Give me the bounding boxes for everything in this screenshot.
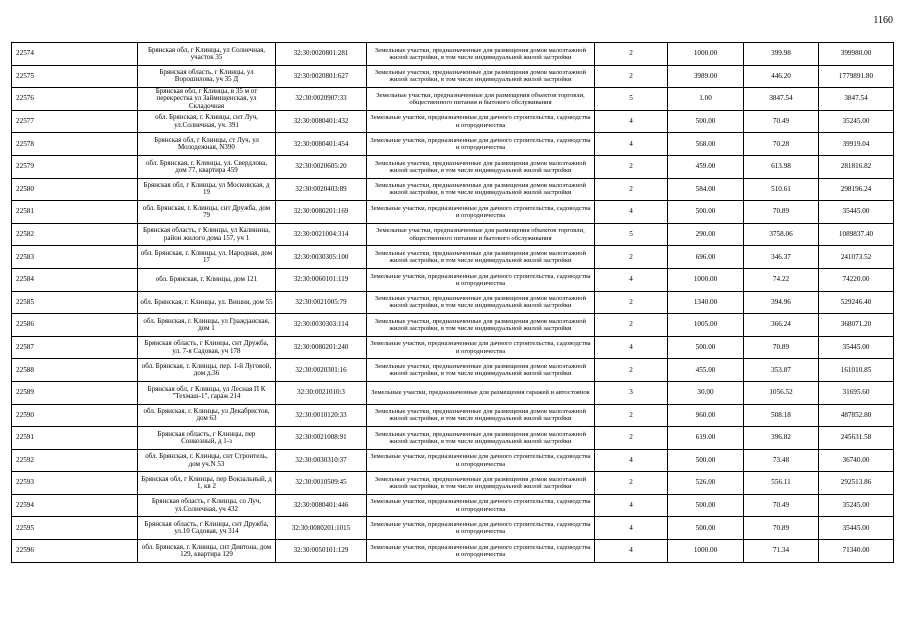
land-use-cell: Земельные участки, предназначенные для размещения объектов торговли, общественного питания и бытового обслуживания [367,223,595,246]
cadastral-value-cell: 35245.00 [819,494,894,517]
group-code-cell: 2 [595,43,668,66]
cadastral-value-cell: 161010.85 [819,359,894,382]
group-code-cell: 4 [595,449,668,472]
address-cell: обл. Брянская, г. Клинцы, ул. Свердлова, дом 77, квартира 459 [138,155,276,178]
address-cell: Брянская обл, г Клинцы, пер Вокзальный, д 1, кв 2 [138,472,276,495]
cadastral-value-cell: 298196.24 [819,178,894,201]
specific-value-cell: 556.11 [744,472,819,495]
address-cell: обл. Брянская, г. Клинцы, ул. Народная, дом 17 [138,246,276,269]
cadastral-value-cell: 292513.86 [819,472,894,495]
land-use-cell: Земельные участки, предназначенные для дачного строительства, садоводства и огородничества [367,268,595,291]
cadastral-number-cell: 32:30:0021008:91 [276,427,367,450]
area-cell: 1000.00 [668,43,744,66]
table-row [12,381,894,404]
cadastral-value-cell: 399980.00 [819,43,894,66]
land-use-cell: Земельные участки, предназначенные для дачного строительства, садоводства и огородничества [367,336,595,359]
address-cell: Брянская обл, г Клинцы, в 35 м от перекрестка ул Займищенская, ул Складочная [138,88,276,111]
cadastral-value-cell: 35445.00 [819,201,894,224]
table-row [12,65,894,88]
cadastral-number-cell: 32:30:0020907:33 [276,88,367,111]
specific-value-cell: 70.49 [744,494,819,517]
group-code-cell: 4 [595,110,668,133]
specific-value-cell: 399.98 [744,43,819,66]
land-use-cell: Земельные участки, предназначенные для дачного строительства, садоводства и огородничества [367,110,595,133]
area-cell: 960.00 [668,404,744,427]
cadastral-number-cell: 32:30:0080401:454 [276,133,367,156]
row-number: 22584 [12,268,138,291]
specific-value-cell: 70.89 [744,336,819,359]
specific-value-cell: 510.61 [744,178,819,201]
group-code-cell: 4 [595,494,668,517]
row-number: 22582 [12,223,138,246]
area-cell: 459.00 [668,155,744,178]
specific-value-cell: 73.48 [744,449,819,472]
land-use-cell: Земельные участки, предназначенные для дачного строительства, садоводства и огородничества [367,517,595,540]
land-use-cell: Земельные участки, предназначенные для размещения домов малоэтажной жилой застройки, в том числе индивидуальной жилой застройки [367,43,595,66]
area-cell: 1000.00 [668,540,744,563]
address-cell: Брянская область, г Клинцы, ул Ворошилова, уч 35 Д [138,65,276,88]
area-cell: 526.00 [668,472,744,495]
specific-value-cell: 74.22 [744,268,819,291]
table-row [12,268,894,291]
table-body [12,43,894,563]
cadastral-number-cell: 32:30:0080201:240 [276,336,367,359]
land-use-cell: Земельные участки, предназначенные для размещения домов малоэтажной жилой застройки, в том числе индивидуальной жилой застройки [367,155,595,178]
row-number: 22595 [12,517,138,540]
cadastral-value-cell: 368071.20 [819,314,894,337]
group-code-cell: 2 [595,314,668,337]
address-cell: обл. Брянская, г. Клинцы, снт Строитель, дом уч.N 53 [138,449,276,472]
row-number: 22576 [12,88,138,111]
address-cell: Брянская обл, г Клинцы, ул Московская, д 19 [138,178,276,201]
cadastral-value-cell: 35445.00 [819,517,894,540]
area-cell: 1340.00 [668,291,744,314]
cadastral-number-cell: 32:30:0010120:33 [276,404,367,427]
group-code-cell: 3 [595,381,668,404]
address-cell: обл. Брянская, г. Клинцы, дом 121 [138,268,276,291]
specific-value-cell: 3758.06 [744,223,819,246]
cadastral-number-cell: 32:30:0021005:79 [276,291,367,314]
address-cell: обл. Брянская, г. Клинцы, пер. 1-й Луговой, дом д.36 [138,359,276,382]
table-row [12,359,894,382]
address-cell: обл. Брянская, г. Клинцы, снт Луч, ул.Солнечная, уч. 391 [138,110,276,133]
address-cell: Брянская область, г Клинцы, снт Дружба, ул.10 Садовая, уч 314 [138,517,276,540]
address-cell: обл. Брянская, г. Клинцы, снт Дружба, дом 79 [138,201,276,224]
cadastral-number-cell: 32:30:0080201:169 [276,201,367,224]
cadastral-value-cell: 1089837.40 [819,223,894,246]
cadastral-value-cell: 529246.40 [819,291,894,314]
land-use-cell: Земельные участки, предназначенные для размещения домов малоэтажной жилой застройки, в том числе индивидуальной жилой застройки [367,359,595,382]
specific-value-cell: 70.89 [744,517,819,540]
land-use-cell: Земельные участки, предназначенные для дачного строительства, садоводства и огородничества [367,540,595,563]
land-use-cell: Земельные участки, предназначенные для размещения домов малоэтажной жилой застройки, в том числе индивидуальной жилой застройки [367,314,595,337]
area-cell: 1000.00 [668,268,744,291]
specific-value-cell: 3847.54 [744,88,819,111]
area-cell: 30.00 [668,381,744,404]
row-number: 22589 [12,381,138,404]
cadastral-number-cell: 32:30:0080401:432 [276,110,367,133]
row-number: 22574 [12,43,138,66]
address-cell: Брянская обл, г Клинцы, ул Солнечная, участок 35 [138,43,276,66]
group-code-cell: 4 [595,517,668,540]
row-number: 22590 [12,404,138,427]
table-row [12,246,894,269]
cadastral-value-cell: 31695.60 [819,381,894,404]
address-cell: обл. Брянская, г. Клинцы, ул. Вишня, дом 55 [138,291,276,314]
cadastral-number-cell: 32:30:0020801:281 [276,43,367,66]
specific-value-cell: 366.24 [744,314,819,337]
row-number: 22580 [12,178,138,201]
area-cell: 619.00 [668,427,744,450]
cadastral-value-cell: 39919.04 [819,133,894,156]
cadastral-number-cell: 32:30:0030303:114 [276,314,367,337]
area-cell: 455.00 [668,359,744,382]
page-number: 1160 [873,15,893,26]
specific-value-cell: 70.49 [744,110,819,133]
address-cell: Брянская область, г Клинцы, снт Дружба, ул. 7-я Садовая, уч 178 [138,336,276,359]
table-row [12,517,894,540]
row-number: 22587 [12,336,138,359]
cadastral-number-cell: 32:30:0060101:119 [276,268,367,291]
group-code-cell: 2 [595,359,668,382]
address-cell: обл. Брянская, г. Клинцы, ул Декабристов, дом 63 [138,404,276,427]
area-cell: 3989.00 [668,65,744,88]
group-code-cell: 2 [595,291,668,314]
group-code-cell: 4 [595,268,668,291]
address-cell: Брянская область, г Клинцы, пер Сонкозный, д 1-з [138,427,276,450]
cadastral-value-cell: 281816.82 [819,155,894,178]
cadastral-value-cell: 245631.58 [819,427,894,450]
group-code-cell: 2 [595,427,668,450]
group-code-cell: 5 [595,223,668,246]
cadastral-value-cell: 35445.00 [819,336,894,359]
land-use-cell: Земельные участки, предназначенные для дачного строительства, садоводства и огородничества [367,201,595,224]
cadastral-value-cell: 74220.00 [819,268,894,291]
row-number: 22588 [12,359,138,382]
row-number: 22593 [12,472,138,495]
cadastral-value-cell: 487852.80 [819,404,894,427]
table-row [12,540,894,563]
specific-value-cell: 396.82 [744,427,819,450]
land-use-cell: Земельные участки, предназначенные для размещения домов малоэтажной жилой застройки, в том числе индивидуальной жилой застройки [367,65,595,88]
area-cell: 584.00 [668,178,744,201]
address-cell: обл. Брянская, г. Клинцы, ул Гражданская, дом 1 [138,314,276,337]
land-use-cell: Земельные участки, предназначенные для размещения домов малоэтажной жилой застройки, в том числе индивидуальной жилой застройки [367,427,595,450]
table-row [12,133,894,156]
group-code-cell: 5 [595,88,668,111]
specific-value-cell: 1056.52 [744,381,819,404]
row-number: 22575 [12,65,138,88]
group-code-cell: 4 [595,201,668,224]
table-row [12,201,894,224]
cadastral-number-cell: 32:30:0050101:129 [276,540,367,563]
area-cell: 1005.00 [668,314,744,337]
land-use-cell: Земельные участки, предназначенные для дачного строительства, садоводства и огородничества [367,133,595,156]
address-cell: Брянская обл, г Клинцы, ст Луч, ул Молодежная, N390 [138,133,276,156]
table-row [12,336,894,359]
area-cell: 290.00 [668,223,744,246]
cadastral-value-cell: 3847.54 [819,88,894,111]
cadastral-number-cell: 32:30:0020801:627 [276,65,367,88]
table-row [12,494,894,517]
row-number: 22594 [12,494,138,517]
address-cell: обл. Брянская, г. Клинцы, снт Дивтона, дом 129, квартира 129 [138,540,276,563]
area-cell: 500.00 [668,494,744,517]
cadastral-number-cell: 32:30:0021010:3 [276,381,367,404]
group-code-cell: 2 [595,472,668,495]
specific-value-cell: 508.18 [744,404,819,427]
cadastral-number-cell: 32:30:0020403:89 [276,178,367,201]
area-cell: 500.00 [668,449,744,472]
cadastral-value-cell: 241073.52 [819,246,894,269]
row-number: 22581 [12,201,138,224]
area-cell: 500.00 [668,517,744,540]
row-number: 22592 [12,449,138,472]
row-number: 22578 [12,133,138,156]
group-code-cell: 2 [595,155,668,178]
cadastral-number-cell: 32:30:0020301:16 [276,359,367,382]
cadastral-number-cell: 32:30:0020605:20 [276,155,367,178]
cadastral-number-cell: 32:30:0010509:45 [276,472,367,495]
land-use-cell: Земельные участки, предназначенные для размещения домов малоэтажной жилой застройки, в том числе индивидуальной жилой застройки [367,404,595,427]
cadastral-number-cell: 32:30:0080201:1015 [276,517,367,540]
table-row [12,43,894,66]
table-row [12,314,894,337]
land-use-cell: Земельные участки, предназначенные для размещения домов малоэтажной жилой застройки, в том числе индивидуальной жилой застройки [367,291,595,314]
group-code-cell: 2 [595,65,668,88]
cadastral-number-cell: 32:30:0030310:37 [276,449,367,472]
group-code-cell: 4 [595,336,668,359]
table-row [12,110,894,133]
area-cell: 500.00 [668,201,744,224]
land-use-cell: Земельные участки, предназначенные для размещения гаражей и автостоянок [367,381,595,404]
group-code-cell: 2 [595,178,668,201]
cadastral-number-cell: 32:30:0030305:100 [276,246,367,269]
group-code-cell: 4 [595,133,668,156]
table-row [12,88,894,111]
area-cell: 696.00 [668,246,744,269]
row-number: 22585 [12,291,138,314]
table-row [12,155,894,178]
area-cell: 568.00 [668,133,744,156]
land-use-cell: Земельные участки, предназначенные для дачного строительства, садоводства и огородничества [367,494,595,517]
specific-value-cell: 70.89 [744,201,819,224]
table-row [12,223,894,246]
cadastral-value-cell: 35245.00 [819,110,894,133]
table-row [12,404,894,427]
address-cell: Брянская область, г Клинцы, ул Калинина, район жилого дома 157, уч 1 [138,223,276,246]
table-row [12,449,894,472]
address-cell: Брянская область, г Клинцы, со Луч, ул.Солнечная, уч 432 [138,494,276,517]
cadastral-number-cell: 32:30:0080401:446 [276,494,367,517]
area-cell: 500.00 [668,336,744,359]
specific-value-cell: 71.34 [744,540,819,563]
specific-value-cell: 346.37 [744,246,819,269]
row-number: 22586 [12,314,138,337]
land-use-cell: Земельные участки, предназначенные для размещения домов малоэтажной жилой застройки, в том числе индивидуальной жилой застройки [367,246,595,269]
land-use-cell: Земельные участки, предназначенные для размещения домов малоэтажной жилой застройки, в том числе индивидуальной жилой застройки [367,472,595,495]
address-cell: Брянская обл, г Клинцы, ул Лесная П К "Техмаш-1", гараж 214 [138,381,276,404]
table-row [12,178,894,201]
row-number: 22596 [12,540,138,563]
table-row [12,472,894,495]
cadastral-number-cell: 32:30:0021004:314 [276,223,367,246]
land-use-cell: Земельные участки, предназначенные для дачного строительства, садоводства и огородничества [367,449,595,472]
specific-value-cell: 353.87 [744,359,819,382]
group-code-cell: 2 [595,404,668,427]
group-code-cell: 4 [595,540,668,563]
land-use-cell: Земельные участки, предназначенные для размещения домов малоэтажной жилой застройки, в том числе индивидуальной жилой застройки [367,178,595,201]
group-code-cell: 2 [595,246,668,269]
row-number: 22583 [12,246,138,269]
cadastral-value-cell: 1779891.80 [819,65,894,88]
row-number: 22577 [12,110,138,133]
specific-value-cell: 446.20 [744,65,819,88]
cadastral-value-table [11,42,894,563]
specific-value-cell: 613.98 [744,155,819,178]
row-number: 22591 [12,427,138,450]
cadastral-value-cell: 71340.00 [819,540,894,563]
land-use-cell: Земельные участки, предназначенные для размещения объектов торговли, общественного питания и бытового обслуживания [367,88,595,111]
area-cell: 500.00 [668,110,744,133]
specific-value-cell: 394.96 [744,291,819,314]
cadastral-value-cell: 36740.00 [819,449,894,472]
table-row [12,291,894,314]
specific-value-cell: 70.28 [744,133,819,156]
row-number: 22579 [12,155,138,178]
table-row [12,427,894,450]
area-cell: 1.00 [668,88,744,111]
